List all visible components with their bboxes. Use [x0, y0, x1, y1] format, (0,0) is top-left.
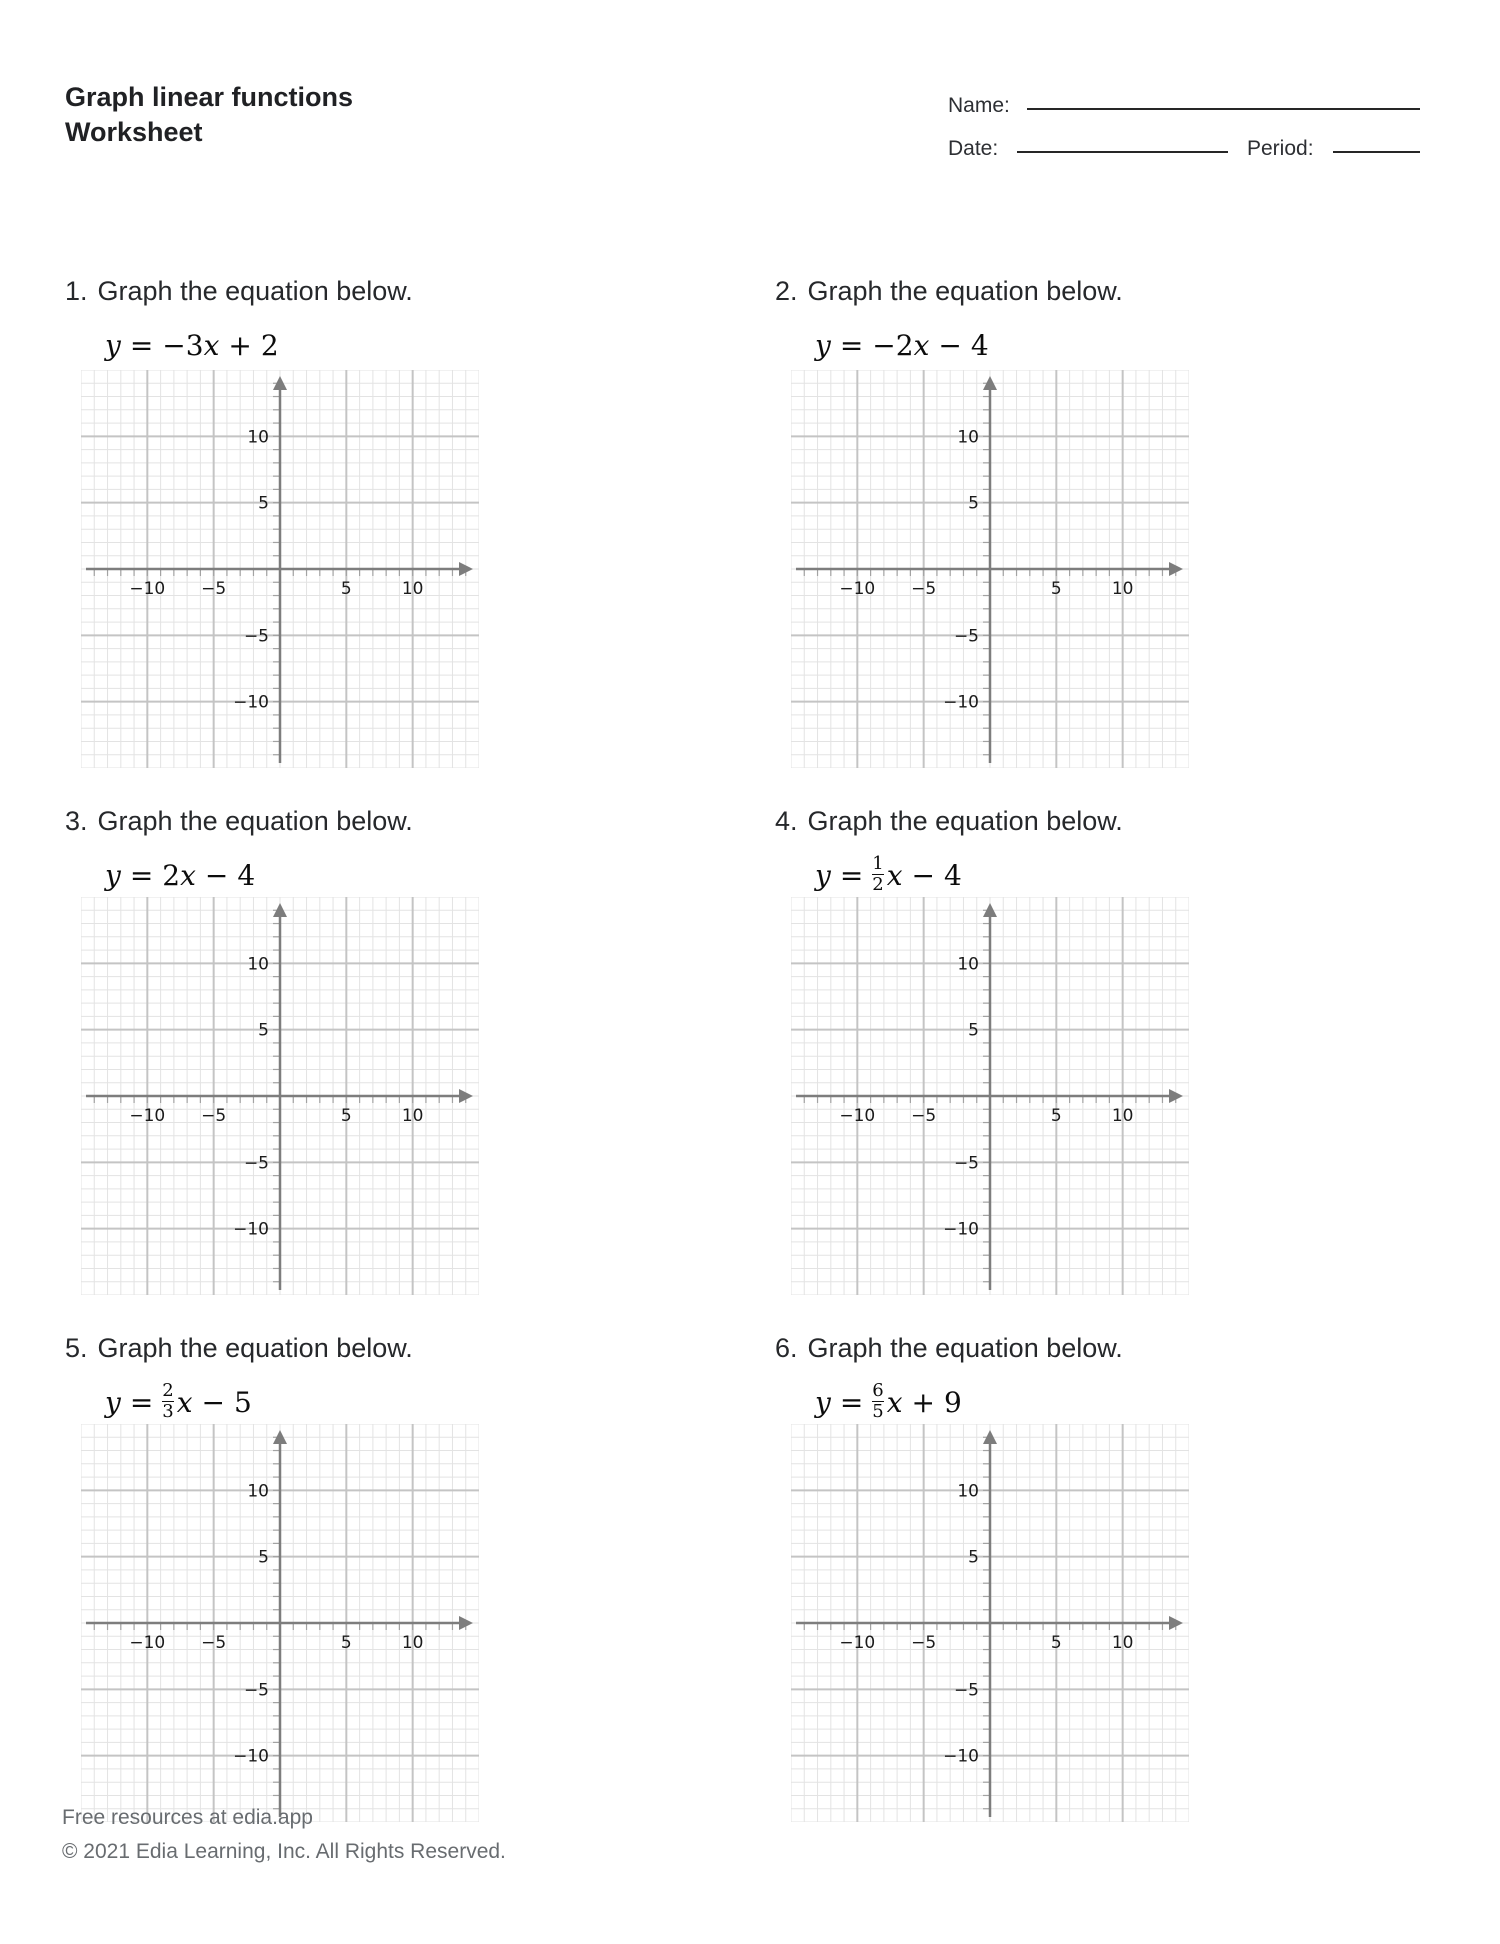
problem-prompt: Graph the equation below.	[97, 806, 413, 836]
axis-tick-label: −5	[953, 1153, 979, 1174]
axis-tick-label: 10	[247, 954, 269, 975]
variable: x	[203, 328, 220, 362]
fraction	[872, 1382, 883, 1422]
equation-lhs: y	[105, 328, 121, 362]
axis-tick-label: −10	[839, 1633, 876, 1653]
axis-tick-label: 10	[247, 1481, 269, 1502]
equation-lhs: y	[105, 858, 121, 892]
operator: −	[938, 328, 962, 362]
equation-lhs: y	[815, 328, 831, 362]
fraction-denominator: 3	[162, 1401, 174, 1422]
problem-6-equation	[815, 1379, 962, 1425]
equation-lhs: y	[815, 858, 831, 892]
axis-tick-label: 5	[968, 1020, 979, 1041]
coefficient: 2	[162, 858, 181, 892]
axis-tick-label: −10	[943, 1746, 979, 1767]
coordinate-grid-2[interactable]	[791, 370, 1189, 768]
axis-tick-label: −10	[129, 1106, 166, 1126]
axis-tick-label: −5	[911, 1106, 937, 1126]
axis-tick-label: 5	[1050, 1106, 1062, 1126]
axis-tick-label: 5	[258, 1020, 269, 1041]
period-label: Period:	[1247, 137, 1314, 160]
problem-number: 1.	[65, 276, 88, 306]
operator: −	[911, 858, 936, 892]
axis-tick-label: 5	[968, 493, 979, 514]
axis-tick-label: −10	[943, 692, 979, 713]
name-label: Name:	[948, 94, 1010, 117]
variable: x	[913, 328, 930, 362]
problem-4-equation	[815, 852, 962, 898]
fraction-numerator: 6	[872, 1380, 884, 1402]
problem-prompt: Graph the equation below.	[807, 276, 1123, 306]
axis-tick-label: 5	[1050, 1633, 1062, 1653]
constant: 4	[237, 858, 256, 892]
axis-tick-label: −10	[233, 1746, 269, 1767]
problem-1-heading	[65, 276, 413, 307]
footer-copyright: © 2021 Edia Learning, Inc. All Rights Reserved.	[62, 1840, 506, 1863]
axis-tick-label: 5	[1050, 579, 1062, 599]
equals-sign: =	[129, 1385, 154, 1419]
constant: 2	[260, 328, 279, 362]
axis-tick-label: −5	[911, 1633, 937, 1653]
constant: 9	[944, 1385, 962, 1419]
axis-tick-label: 5	[340, 579, 352, 599]
fraction-numerator: 2	[162, 1380, 174, 1402]
variable: x	[886, 1385, 903, 1419]
footer-resources: Free resources at edia.app	[62, 1806, 313, 1829]
problem-number: 2.	[775, 276, 798, 306]
problem-6-heading	[775, 1333, 1123, 1364]
equation-lhs: y	[105, 1385, 121, 1419]
axis-tick-label: 5	[258, 1547, 269, 1568]
coefficient: −2	[872, 328, 914, 362]
name-line[interactable]	[1027, 108, 1420, 110]
page-subtitle: Worksheet	[65, 117, 203, 147]
problem-number: 5.	[65, 1333, 88, 1363]
problem-2-heading	[775, 276, 1123, 307]
problem-number: 4.	[775, 806, 798, 836]
problem-number: 3.	[65, 806, 88, 836]
equation-lhs: y	[815, 1385, 831, 1419]
axis-tick-label: −5	[243, 626, 269, 647]
axis-tick-label: 10	[401, 579, 424, 599]
axis-tick-label: 10	[957, 427, 979, 448]
axis-tick-label: −5	[201, 1633, 227, 1653]
coefficient: −3	[162, 328, 204, 362]
problem-number: 6.	[775, 1333, 798, 1363]
problem-prompt: Graph the equation below.	[807, 1333, 1123, 1363]
axis-tick-label: 5	[968, 1547, 979, 1568]
problem-5-equation	[105, 1379, 252, 1425]
problem-2-equation	[815, 322, 989, 368]
axis-tick-label: −10	[943, 1219, 979, 1240]
problem-3-equation	[105, 852, 255, 898]
axis-tick-label: 10	[401, 1106, 424, 1126]
date-line[interactable]	[1017, 151, 1228, 153]
coordinate-grid-6[interactable]	[791, 1424, 1189, 1822]
problem-1-equation	[105, 322, 279, 368]
operator: +	[911, 1385, 936, 1419]
fraction-denominator: 2	[872, 874, 884, 895]
problem-4-heading	[775, 806, 1123, 837]
axis-tick-label: 10	[401, 1633, 424, 1653]
operator: +	[228, 328, 252, 362]
equals-sign: =	[839, 858, 864, 892]
equals-sign: =	[839, 328, 864, 362]
fraction-denominator: 5	[872, 1401, 884, 1422]
problem-3-heading	[65, 806, 413, 837]
date-label: Date:	[948, 137, 999, 160]
axis-tick-label: −5	[201, 579, 227, 599]
fraction	[872, 855, 883, 895]
problem-5-heading	[65, 1333, 413, 1364]
constant: 5	[234, 1385, 252, 1419]
axis-tick-label: −10	[233, 692, 269, 713]
axis-tick-label: −5	[243, 1153, 269, 1174]
axis-tick-label: −10	[839, 579, 876, 599]
axis-tick-label: 5	[340, 1633, 352, 1653]
axis-tick-label: 10	[1111, 579, 1134, 599]
axis-tick-label: −10	[129, 1633, 166, 1653]
axis-tick-label: −5	[953, 626, 979, 647]
axis-tick-label: −5	[911, 579, 937, 599]
axis-tick-label: −10	[233, 1219, 269, 1240]
equals-sign: =	[129, 328, 154, 362]
variable: x	[176, 1385, 193, 1419]
coordinate-grid-3[interactable]	[81, 897, 479, 1295]
period-line[interactable]	[1333, 151, 1420, 153]
axis-tick-label: 10	[1111, 1633, 1134, 1653]
variable: x	[886, 858, 903, 892]
constant: 4	[944, 858, 962, 892]
problem-prompt: Graph the equation below.	[97, 1333, 413, 1363]
axis-tick-label: 10	[247, 427, 269, 448]
coordinate-grid-5[interactable]	[81, 1424, 479, 1822]
axis-tick-label: 5	[340, 1106, 352, 1126]
fraction	[162, 1382, 173, 1422]
equals-sign: =	[129, 858, 154, 892]
fraction-numerator: 1	[872, 853, 884, 875]
axis-tick-label: 10	[1111, 1106, 1134, 1126]
axis-tick-label: 10	[957, 954, 979, 975]
axis-tick-label: −10	[839, 1106, 876, 1126]
operator: −	[204, 858, 229, 892]
equals-sign: =	[839, 1385, 864, 1419]
variable: x	[180, 858, 196, 892]
coordinate-grid-4[interactable]	[791, 897, 1189, 1295]
operator: −	[201, 1385, 226, 1419]
problem-prompt: Graph the equation below.	[807, 806, 1123, 836]
axis-tick-label: −5	[243, 1680, 269, 1701]
axis-tick-label: −5	[953, 1680, 979, 1701]
page-title: Graph linear functions	[65, 82, 354, 112]
axis-tick-label: 5	[258, 493, 269, 514]
coordinate-grid-1[interactable]	[81, 370, 479, 768]
problem-prompt: Graph the equation below.	[97, 276, 413, 306]
axis-tick-label: −5	[201, 1106, 227, 1126]
axis-tick-label: −10	[129, 579, 166, 599]
axis-tick-label: 10	[957, 1481, 979, 1502]
constant: 4	[970, 328, 989, 362]
